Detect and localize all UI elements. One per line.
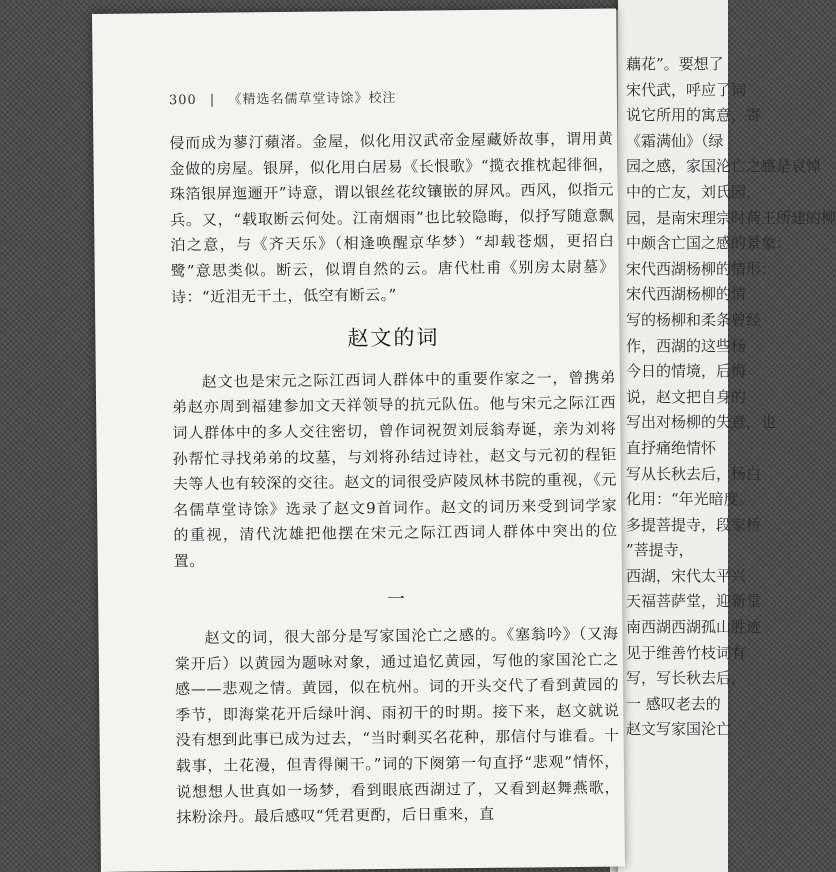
- running-header: [169, 87, 397, 108]
- intro-paragraph: 侵而成为蓼汀蘋渚。金屋，似化用汉武帝金屋藏娇故事，谓用黄金做的房屋。银屏，似化用白居易《长恨歌》“揽衣推枕起徘徊，珠箔银屏迤逦开”诗意，谓以银丝花纹镶嵌的屏风。西风，似指元兵。又，“载取断云何处。江南烟雨”也比较隐晦，似抒写随意飘泊之意，与《齐天乐》（相逢唤醒京华梦）“却载苍烟，更招白鹭”意思类似。断云，似谓自然的云。唐代杜甫《别房太尉墓》诗：“近泪无干土，低空有断云。”: [169, 129, 615, 306]
- facing-page-line: 中颇含亡国之感的景象：: [626, 234, 792, 253]
- facing-page-line: ”菩提寺，: [626, 541, 694, 560]
- facing-page-line: 藕花”。要想了: [626, 55, 724, 73]
- facing-page-line: 直抒痛绝情怀: [626, 438, 717, 457]
- facing-page-line: 见于维善竹枝词有: [626, 643, 747, 662]
- header-separator: |: [209, 92, 216, 108]
- subsection-number: 一: [386, 588, 406, 610]
- facing-page-line: 宋代西湖杨柳的情: [626, 285, 747, 304]
- page-body: [169, 127, 620, 831]
- facing-page-line: 写出对杨柳的失意，也: [626, 413, 777, 432]
- facing-page-line: 写从长秋去后，杨白: [626, 464, 762, 483]
- section-title: 赵文的词: [347, 325, 440, 351]
- subsection-paragraph: 赵文的词，很大部分是写家国沦亡之感的。《塞翁吟》（又海棠开后）以黄园为题咏对象，通过追忆黄园，写他的家国沦亡之感——悲观之情。黄园，似在杭州。词的开头交代了看到黄园的季节，即海棠花开后绿叶润、雨初干的时期。接下来，赵文就说没有想到此事已成为过去，“当时剩买名花种，那信付与谁看。十载事，土花漫，但青得阑干。”词的下阕第一句直抒“悲观”情怀，说想想人世真如一场梦，看到眼底西湖过了，又看到赵舞燕歌，抹粉涂丹。最后感叹“凭君更酌，后日重来，直: [174, 624, 621, 827]
- facing-page: [618, 0, 836, 872]
- facing-page-line: 园，是南宋理宗时荷王所建的柳: [626, 208, 836, 227]
- facing-page-line: 宋代武，呼应了词: [626, 80, 747, 99]
- facing-page-line: 南西湖西湖孤山胜迹: [626, 618, 762, 637]
- facing-page-line: 中的亡友，刘氏园，: [626, 182, 762, 201]
- book-title: 《精选名儒草堂诗馀》校注: [228, 90, 397, 108]
- facing-page-line: 作，西湖的这些杨: [626, 336, 747, 355]
- facing-page-line: 西湖，宋代太平兴: [626, 566, 747, 585]
- facing-page-line: 今日的情境，后悔: [626, 362, 747, 381]
- page-number: 300: [168, 92, 197, 109]
- facing-page-line: 宋代西湖杨柳的情形：: [626, 259, 777, 278]
- facing-page-line: 《霜满仙》（绿: [626, 131, 724, 150]
- section-paragraph: 赵文也是宋元之际江西词人群体中的重要作家之一，曾携弟弟赵亦周到福建参加文天祥领导的抗元队伍。他与宋元之际江西词人群体中的多人交往密切，曾作词祝贺刘辰翁寿诞，亲为刘将孙帮忙寻找弟弟的坟墓，与刘将孙结过诗社，赵文与元初的程钜夫等人也有较深的交往。赵文的词很受庐陵凤林书院的重视，《元名儒草堂诗馀》选录了赵文9首词作。赵文的词历来受到词学家的重视，清代沈雄把他摆在宋元之际江西词人群体中突出的位置。: [172, 368, 618, 571]
- facing-page-line: 多提菩提寺，段家桥: [626, 515, 762, 534]
- book-page: [92, 9, 625, 872]
- facing-page-line: 写，写长秋去后，: [626, 669, 747, 688]
- facing-page-line: 说它所用的寓意，寄: [626, 106, 762, 125]
- facing-page-line: 天福菩萨堂，迎新堂: [626, 592, 762, 611]
- facing-page-line: 一 感叹老去的: [626, 694, 721, 713]
- facing-page-line: 写的杨柳和柔条曾经: [626, 310, 762, 329]
- facing-page-line: 说，赵文把自身的: [626, 387, 747, 406]
- facing-page-line: 化用：“年光暗度。: [626, 490, 754, 509]
- facing-page-line: 赵文写家国沦亡: [626, 720, 732, 739]
- facing-page-text: [626, 52, 836, 743]
- facing-page-line: 园之感，家国沦亡之感是哀悼: [626, 157, 822, 176]
